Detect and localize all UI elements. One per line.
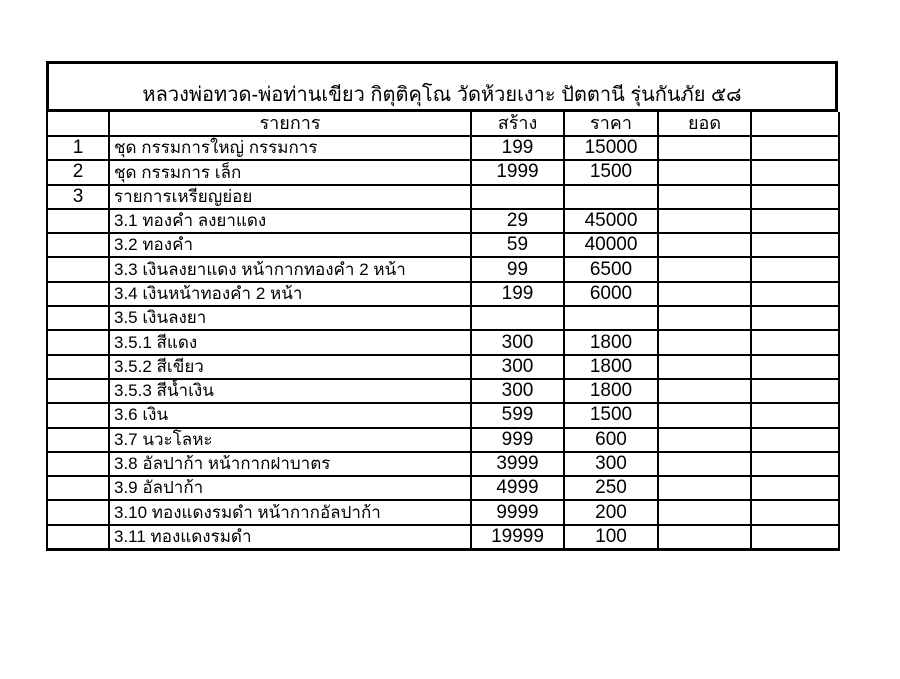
- item-cell: ชุด กรรมการใหญ่ กรรมการ: [109, 136, 471, 160]
- row-number-cell: 2: [47, 160, 109, 184]
- table-row: [47, 306, 839, 330]
- item-cell: 3.5.2 สีเขียว: [109, 355, 471, 379]
- item-cell: 3.7 นวะโลหะ: [109, 428, 471, 452]
- total-cell: [658, 209, 751, 233]
- extra-cell: [751, 257, 839, 281]
- row-number-cell: [47, 379, 109, 403]
- row-number-cell: 3: [47, 185, 109, 209]
- extra-cell: [751, 306, 839, 330]
- price-cell: 1800: [564, 330, 658, 354]
- extra-cell: [751, 160, 839, 184]
- made-cell: [471, 185, 564, 209]
- extra-cell: [751, 403, 839, 427]
- sheet-title: หลวงพ่อทวด-พ่อท่านเขียว กิตุติคุโณ วัดห้วยเงาะ ปัตตานี รุ่นกันภัย ๕๘: [46, 61, 838, 112]
- total-cell: [658, 160, 751, 184]
- price-cell: [564, 306, 658, 330]
- col-header-no: [47, 112, 109, 136]
- price-cell: 15000: [564, 136, 658, 160]
- made-cell: 300: [471, 330, 564, 354]
- row-number-cell: [47, 257, 109, 281]
- col-header-made: สร้าง: [471, 112, 564, 136]
- price-cell: 1500: [564, 160, 658, 184]
- total-cell: [658, 428, 751, 452]
- table-row: [47, 525, 839, 549]
- extra-cell: [751, 185, 839, 209]
- price-cell: [564, 185, 658, 209]
- item-cell: 3.9 อัลปาก้า: [109, 476, 471, 500]
- item-cell: 3.11 ทองแดงรมดำ: [109, 525, 471, 549]
- extra-cell: [751, 330, 839, 354]
- total-cell: [658, 355, 751, 379]
- item-cell: 3.5 เงินลงยา: [109, 306, 471, 330]
- row-number-cell: [47, 330, 109, 354]
- col-header-item: รายการ: [109, 112, 471, 136]
- made-cell: [471, 306, 564, 330]
- price-table: [46, 112, 840, 551]
- table-row: [47, 330, 839, 354]
- item-cell: 3.10 ทองแดงรมดำ หน้ากากอัลปาก้า: [109, 500, 471, 524]
- table-row: [47, 355, 839, 379]
- price-cell: 200: [564, 500, 658, 524]
- row-number-cell: [47, 209, 109, 233]
- item-cell: 3.1 ทองคำ ลงยาแดง: [109, 209, 471, 233]
- extra-cell: [751, 355, 839, 379]
- made-cell: 9999: [471, 500, 564, 524]
- made-cell: 19999: [471, 525, 564, 549]
- extra-cell: [751, 500, 839, 524]
- item-cell: 3.3 เงินลงยาแดง หน้ากากทองคำ 2 หน้า: [109, 257, 471, 281]
- made-cell: 1999: [471, 160, 564, 184]
- made-cell: 300: [471, 355, 564, 379]
- made-cell: 4999: [471, 476, 564, 500]
- row-number-cell: [47, 476, 109, 500]
- row-number-cell: [47, 452, 109, 476]
- total-cell: [658, 185, 751, 209]
- item-cell: 3.5.3 สีน้ำเงิน: [109, 379, 471, 403]
- extra-cell: [751, 428, 839, 452]
- col-header-total: ยอด: [658, 112, 751, 136]
- made-cell: 29: [471, 209, 564, 233]
- made-cell: 199: [471, 282, 564, 306]
- extra-cell: [751, 525, 839, 549]
- item-cell: รายการเหรียญย่อย: [109, 185, 471, 209]
- table-row: [47, 379, 839, 403]
- table-row: [47, 136, 839, 160]
- table-row: [47, 185, 839, 209]
- row-number-cell: [47, 428, 109, 452]
- row-number-cell: [47, 282, 109, 306]
- row-number-cell: [47, 525, 109, 549]
- extra-cell: [751, 476, 839, 500]
- price-cell: 1800: [564, 355, 658, 379]
- price-cell: 6500: [564, 257, 658, 281]
- item-cell: 3.5.1 สีแดง: [109, 330, 471, 354]
- made-cell: 199: [471, 136, 564, 160]
- total-cell: [658, 306, 751, 330]
- price-cell: 100: [564, 525, 658, 549]
- extra-cell: [751, 136, 839, 160]
- total-cell: [658, 500, 751, 524]
- total-cell: [658, 403, 751, 427]
- total-cell: [658, 452, 751, 476]
- total-cell: [658, 476, 751, 500]
- item-cell: 3.4 เงินหน้าทองคำ 2 หน้า: [109, 282, 471, 306]
- table-row: [47, 282, 839, 306]
- total-cell: [658, 233, 751, 257]
- row-number-cell: [47, 355, 109, 379]
- table-row: [47, 209, 839, 233]
- item-cell: 3.2 ทองคำ: [109, 233, 471, 257]
- price-cell: 1800: [564, 379, 658, 403]
- table-row: [47, 428, 839, 452]
- item-cell: 3.8 อัลปาก้า หน้ากากฝาบาตร: [109, 452, 471, 476]
- price-cell: 300: [564, 452, 658, 476]
- made-cell: 59: [471, 233, 564, 257]
- table-row: [47, 452, 839, 476]
- row-number-cell: [47, 500, 109, 524]
- row-number-cell: 1: [47, 136, 109, 160]
- row-number-cell: [47, 306, 109, 330]
- table-row: [47, 233, 839, 257]
- price-cell: 600: [564, 428, 658, 452]
- price-cell: 250: [564, 476, 658, 500]
- total-cell: [658, 282, 751, 306]
- table-body: [47, 136, 839, 549]
- extra-cell: [751, 379, 839, 403]
- made-cell: 599: [471, 403, 564, 427]
- table-row: [47, 160, 839, 184]
- extra-cell: [751, 282, 839, 306]
- price-cell: 6000: [564, 282, 658, 306]
- total-cell: [658, 525, 751, 549]
- price-list-sheet: [46, 61, 838, 551]
- table-row: [47, 257, 839, 281]
- made-cell: 99: [471, 257, 564, 281]
- table-row: [47, 403, 839, 427]
- item-cell: ชุด กรรมการ เล็ก: [109, 160, 471, 184]
- col-header-price: ราคา: [564, 112, 658, 136]
- made-cell: 3999: [471, 452, 564, 476]
- total-cell: [658, 330, 751, 354]
- table-row: [47, 476, 839, 500]
- made-cell: 300: [471, 379, 564, 403]
- total-cell: [658, 136, 751, 160]
- table-row: [47, 500, 839, 524]
- extra-cell: [751, 452, 839, 476]
- extra-cell: [751, 233, 839, 257]
- header-row: [47, 112, 839, 136]
- made-cell: 999: [471, 428, 564, 452]
- total-cell: [658, 379, 751, 403]
- price-cell: 1500: [564, 403, 658, 427]
- row-number-cell: [47, 233, 109, 257]
- total-cell: [658, 257, 751, 281]
- item-cell: 3.6 เงิน: [109, 403, 471, 427]
- extra-cell: [751, 209, 839, 233]
- col-header-extra: [751, 112, 839, 136]
- price-cell: 40000: [564, 233, 658, 257]
- row-number-cell: [47, 403, 109, 427]
- price-cell: 45000: [564, 209, 658, 233]
